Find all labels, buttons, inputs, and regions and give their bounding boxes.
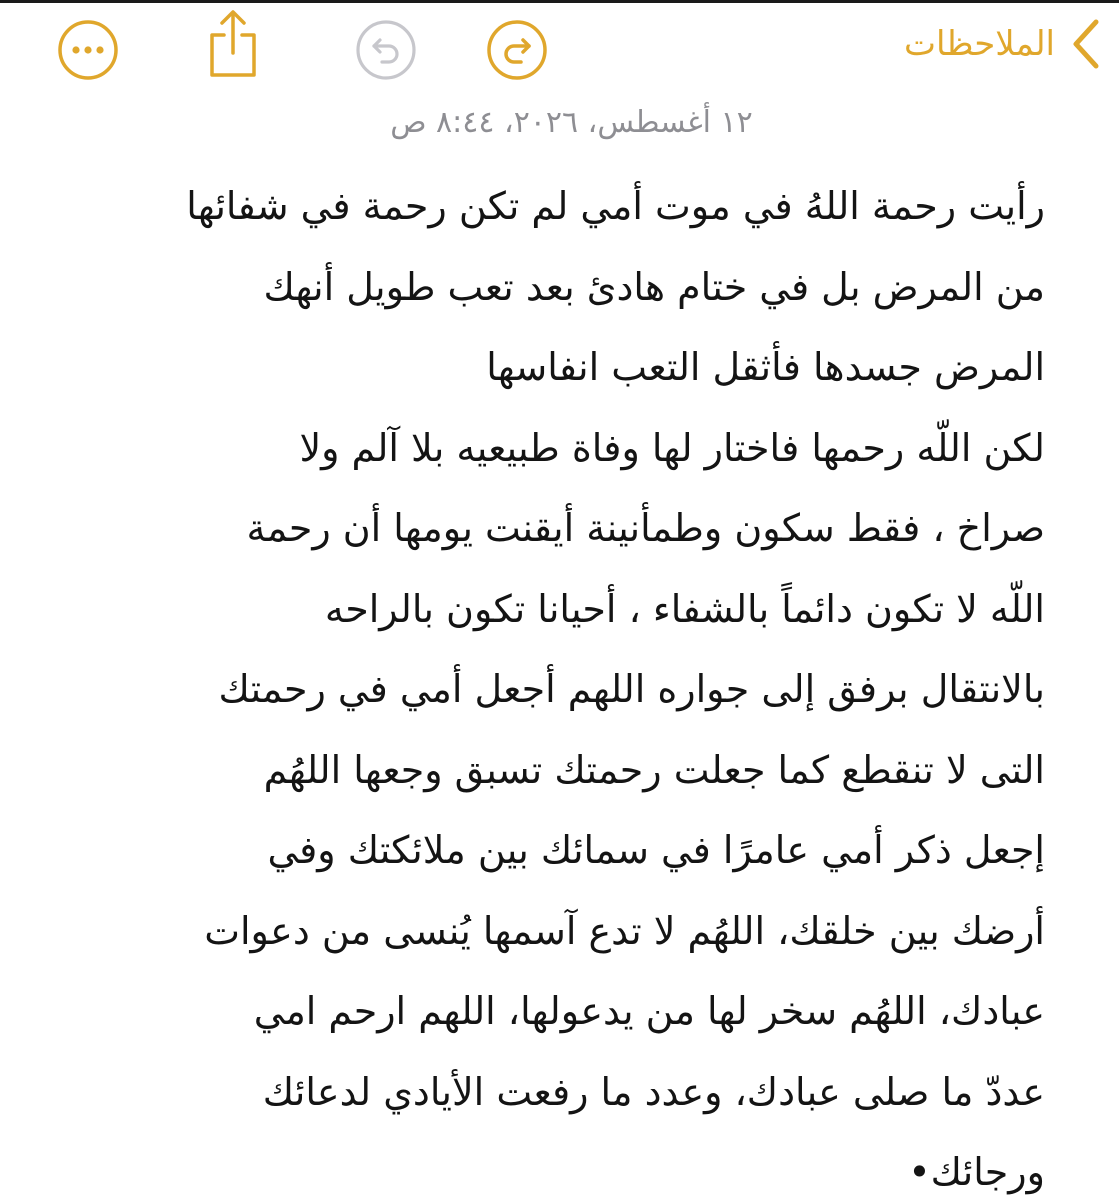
note-body[interactable] (65, 166, 1045, 1200)
note-line: عبادك، اللهُم سخر لها من يدعولها، اللهم ارحم امي (253, 989, 1045, 1033)
notes-toolbar (0, 3, 1119, 85)
redo-button[interactable] (486, 19, 548, 81)
note-line: أرضك بين خلقك، اللهُم لا تدع آسمها يُنسى من دعوات (204, 908, 1045, 953)
note-line: التى لا تنقطع كما جعلت رحمتك تسبق وجعها اللهُم (263, 747, 1045, 792)
share-button[interactable] (203, 7, 263, 79)
redo-icon (486, 19, 548, 81)
more-button[interactable] (57, 19, 119, 81)
back-label: الملاحظات (903, 24, 1055, 64)
note-line: بالانتقال برفق إلى جواره اللهم أجعل أمي في رحمتك (218, 667, 1045, 711)
chevron-left-icon (1069, 17, 1103, 71)
ellipsis-circle-icon (57, 19, 119, 81)
share-icon (203, 7, 263, 79)
note-line: اللّه لا تكون دائماً بالشفاء ، أحيانا تكون بالراحه (324, 586, 1045, 631)
note-line: رأيت رحمة اللهُ في موت أمي لم تكن رحمة في شفائها (186, 184, 1045, 228)
note-line: عددّ ما صلى عبادك، وعدد ما رفعت الأيادي لدعائك (262, 1069, 1045, 1114)
note-line: المرض جسدها فأثقل التعب انفاسها (486, 345, 1045, 389)
note-line: لكن اللّه رحمها فاختار لها وفاة طبيعيه بلا آلم ولا (299, 425, 1045, 470)
note-line: صراخ ، فقط سكون وطمأنينة أيقنت يومها أن رحمة (246, 506, 1045, 550)
note-line: من المرض بل في ختام هادئ بعد تعب طويل أنهك (263, 264, 1045, 309)
note-line: إجعل ذكر أمي عامرًا في سمائك بين ملائكتك وفي (267, 828, 1045, 872)
note-timestamp (0, 105, 1119, 140)
timestamp-text: ١٢ أغسطس، ٢٠٢٦، ٨:٤٤ ص (390, 105, 753, 140)
undo-button[interactable] (355, 19, 417, 81)
note-line: ورجائك• (908, 1150, 1045, 1194)
back-to-notes-button[interactable] (904, 13, 1103, 75)
undo-icon (355, 19, 417, 81)
